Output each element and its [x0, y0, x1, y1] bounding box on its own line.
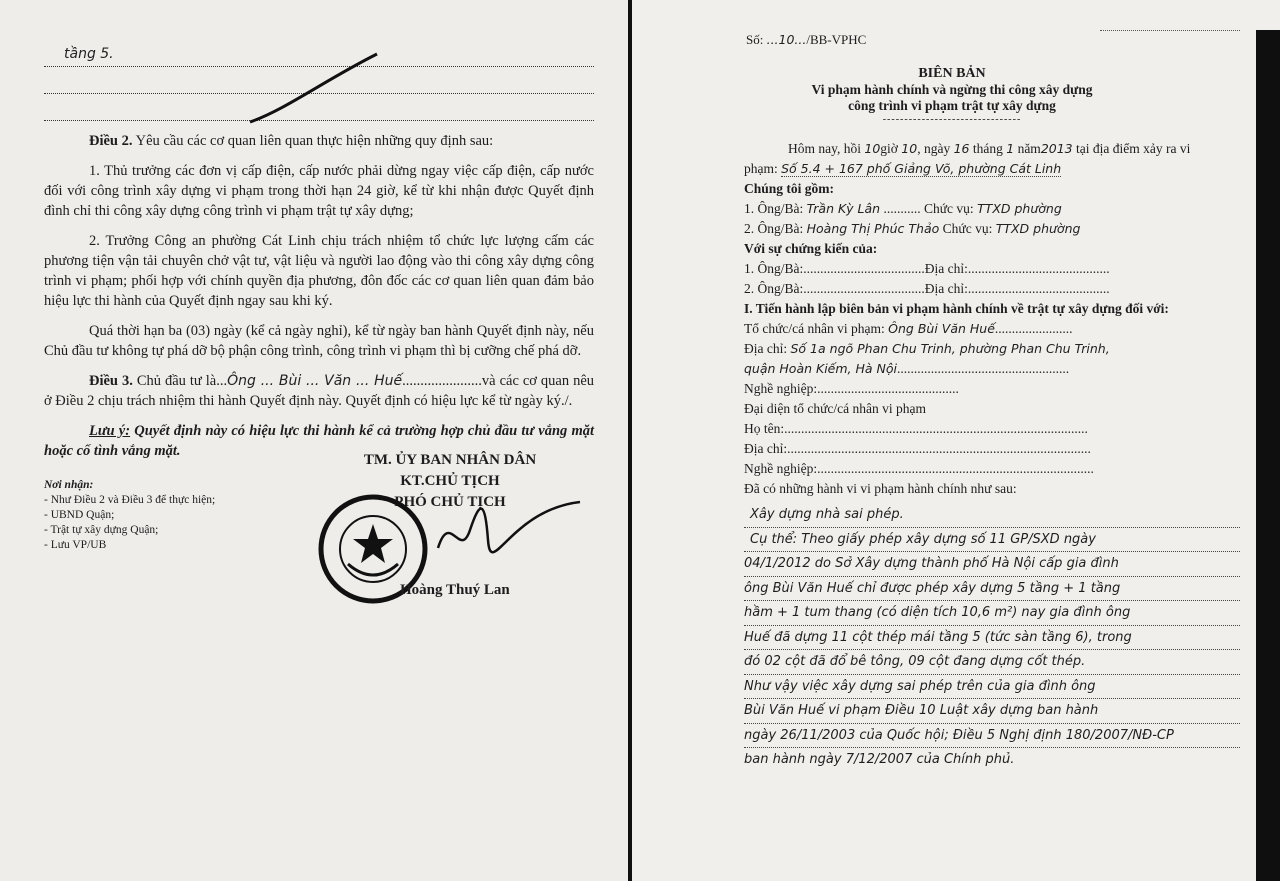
sign-role-1: KT.CHỦ TỊCH: [400, 473, 500, 489]
article-3: Điều 3. Chủ đầu tư là...Ông ... Bùi ... Văn ... Huế......................và các cơ quan nêu ở Điều 2 chịu trách nhiệm thi hành Quyết định này. Quyết định có hiệu lực kể từ ngày ký./.: [44, 373, 595, 409]
member-1: 1. Ông/Bà: Trần Kỳ Lân ........... Chức vụ: TTXD phường: [744, 201, 1062, 216]
handwritten-line: Cụ thể: Theo giấy phép xây dựng số 11 GP/SXD ngày: [744, 528, 1240, 553]
recipient-item: - Như Điều 2 và Điều 3 để thực hiện;: [44, 494, 216, 506]
representative-heading: Đại diện tổ chức/cá nhân vi phạm: [744, 401, 927, 416]
article-2-item-1: 1. Thủ trưởng các đơn vị cấp điện, cấp nước phải dừng ngay việc cấp điện, cấp nước đối với công trình xây dựng vi phạm trong thời hạn 24 giờ, kể từ khi nhận được Quyết định đình chỉ thi công xây dựng công trình vi phạm trật tự xây dựng;: [44, 163, 594, 219]
representative-occupation: Nghề nghiệp:..................................................................................: [744, 461, 1094, 476]
representative-name: Họ tên:..........................................................................................: [744, 421, 1088, 436]
handwritten-line: 04/1/2012 do Sở Xây dựng thành phố Hà Nội cấp gia đình: [744, 552, 1240, 577]
representative-address: Địa chỉ:..........................................................................................: [744, 441, 1091, 456]
recipient-item: - UBND Quận;: [44, 509, 115, 521]
sign-role-2: PHÓ CHỦ TỊCH: [394, 494, 506, 510]
handwritten-line: ban hành ngày 7/12/2007 của Chính phủ.: [744, 752, 1015, 767]
handwritten-line: ông Bùi Văn Huế chỉ được phép xây dựng 5 tầng + 1 tầng: [744, 577, 1240, 602]
investor-name-handwritten: Ông ... Bùi ... Văn ... Huế: [227, 373, 403, 389]
violator: Tổ chức/cá nhân vi phạm: Ông Bùi Văn Huế.......................: [744, 321, 1073, 336]
handwritten-line: Xây dựng nhà sai phép.: [744, 503, 1240, 528]
recipients-title: Nơi nhận:: [44, 479, 94, 491]
members-heading: Chúng tôi gồm:: [744, 181, 835, 196]
article-2-item-2: 2. Trưởng Công an phường Cát Linh chịu trách nhiệm tổ chức lực lượng cấm các phương tiện vận tải chuyên chở vật tư, vật liệu và người lao động vào thi công xây dựng công trình vi phạm; phối hợp với chính quyền địa phương, đôn đốc các cơ quan liên quan đảm bảo hiệu lực thi hành của Quyết định ngay sau khi ký.: [44, 233, 594, 309]
title-rule: --------------------------------: [882, 114, 1022, 125]
recipients-list: [44, 478, 215, 553]
handwritten-tang: tầng 5.: [64, 46, 114, 62]
signer-name: Hoàng Thuý Lan: [400, 582, 510, 598]
violator-address-2: quận Hoàn Kiếm, Hà Nội...................................................: [744, 361, 1070, 376]
article-2-heading: Điều 2. Yêu cầu các cơ quan liên quan thực hiện những quy định sau:: [89, 133, 494, 149]
right-document-page: [632, 0, 1280, 881]
witness-heading: Với sự chứng kiến của:: [744, 241, 878, 256]
witness-2: 2. Ông/Bà:....................................Địa chỉ:..........................................: [744, 281, 1110, 296]
document-subtitle-2: công trình vi phạm trật tự xây dựng: [848, 98, 1056, 113]
recipient-item: - Lưu VP/UB: [44, 539, 107, 551]
document-number: Số: ...10.../BB-VPHC: [746, 32, 867, 47]
strikethrough-mark: [245, 50, 385, 130]
left-document-page: [0, 0, 628, 881]
violation-description: [744, 503, 1240, 772]
note: Lưu ý: Quyết định này có hiệu lực thi hành kể cả trường hợp chủ đầu tư vắng mặt hoặc cố tình vắng mặt.: [44, 423, 595, 459]
handwritten-line: hầm + 1 tum thang (có diện tích 10,6 m²) nay gia đình ông: [744, 601, 1240, 626]
handwritten-line: Như vậy việc xây dựng sai phép trên của gia đình ông: [744, 675, 1240, 700]
scan-edge: [1256, 30, 1280, 881]
violator-address-1: Địa chỉ: Số 1a ngõ Phan Chu Trinh, phường Phan Chu Trinh,: [744, 341, 1110, 356]
sign-org: TM. ỦY BAN NHÂN DÂN: [363, 452, 537, 468]
member-2: 2. Ông/Bà: Hoàng Thị Phúc Thảo Chức vụ: TTXD phường: [744, 221, 1081, 236]
header-dotted-rule: [1100, 30, 1240, 31]
intro-line: Hôm nay, hồi 10giờ 10, ngày 16 tháng 1 năm2013 tại địa điểm xảy ra vi: [788, 141, 1191, 156]
document-title: BIÊN BẢN: [918, 66, 986, 81]
handwritten-line: Bùi Văn Huế vi phạm Điều 10 Luật xây dựng ban hành: [744, 699, 1240, 724]
article-2-deadline: Quá thời hạn ba (03) ngày (kể cả ngày nghỉ), kể từ ngày ban hành Quyết định này, nếu Chủ đầu tư không tự phá dỡ bộ phận công trình, công trình vi phạm thì bị cưỡng chế phá dỡ.: [44, 323, 594, 359]
document-subtitle-1: Vi phạm hành chính và ngừng thi công xây dựng: [811, 82, 1093, 97]
witness-1: 1. Ông/Bà:....................................Địa chỉ:..........................................: [744, 261, 1110, 276]
violations-heading: Đã có những hành vi vi phạm hành chính như sau:: [744, 481, 1017, 496]
recipient-item: - Trật tự xây dựng Quận;: [44, 524, 159, 536]
violator-occupation: Nghề nghiệp:..........................................: [744, 381, 959, 396]
handwritten-signature: [430, 490, 590, 570]
handwritten-line: đó 02 cột đã đổ bê tông, 09 cột đang dựng cốt thép.: [744, 650, 1240, 675]
section-1-heading: I. Tiến hành lập biên bản vi phạm hành chính về trật tự xây dựng đối với:: [744, 301, 1169, 316]
violation-location: phạm: Số 5.4 + 167 phố Giảng Võ, phường Cát Linh: [744, 161, 1062, 176]
handwritten-line: ngày 26/11/2003 của Quốc hội; Điều 5 Nghị định 180/2007/NĐ-CP: [744, 724, 1240, 749]
document-title-block: [744, 66, 1160, 125]
handwritten-line: Huế đã dựng 11 cột thép mái tầng 5 (tức sàn tầng 6), trong: [744, 626, 1240, 651]
